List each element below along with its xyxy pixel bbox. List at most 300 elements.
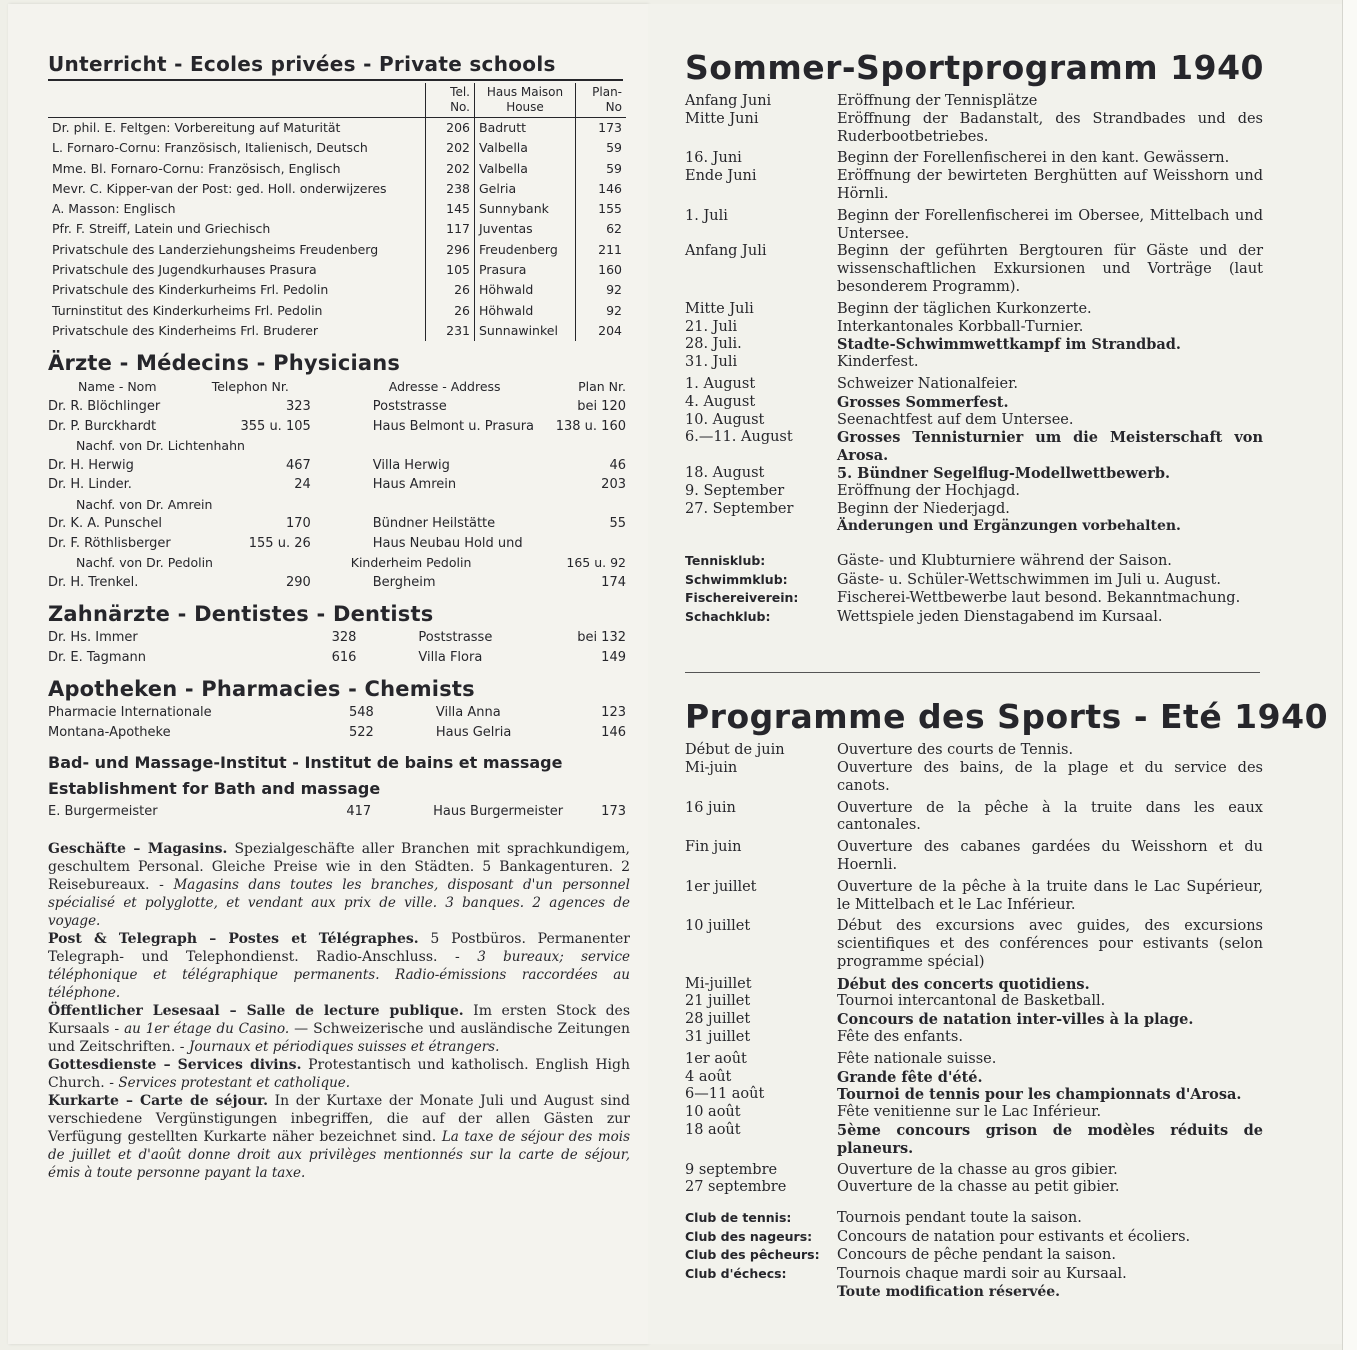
info-paragraph (48, 1092, 630, 1182)
doctor-tel: 155 u. 26 (248, 535, 311, 551)
dentist-plan: 149 (601, 649, 626, 665)
sommer-club-row (685, 552, 1263, 571)
school-name: Mme. Bl. Fornaro-Cornu: Französisch, Englisch (52, 160, 341, 176)
school-plan: 211 (576, 240, 627, 260)
doctor-plan: 203 (601, 477, 626, 493)
pharmacy-tel: 548 (349, 705, 374, 721)
dentist-name: Dr. E. Tagmann (48, 649, 147, 665)
doctor-note: Nachf. von Dr. Lichtenhahn (76, 438, 245, 454)
sommer-event-row (685, 501, 1263, 519)
sommer-club-name: Tennisklub: (685, 553, 766, 569)
school-plan: 146 (576, 179, 627, 199)
dentists-table (48, 628, 626, 667)
info-text-2: — Schweizerische und ausländische Zeitungen und Zeitschriften. - (48, 1020, 631, 1055)
programme-event-date: 21 juillet (685, 993, 751, 1010)
pharmacy-name: Montana-Apotheke (48, 724, 171, 740)
doctor-address: Haus Neubau Hold und (372, 535, 523, 551)
programme-event-row (685, 1158, 1263, 1180)
sommer-event-date: 4. August (685, 393, 756, 410)
school-row (48, 260, 626, 280)
programme-event-row (685, 993, 1263, 1011)
bath-table (48, 802, 626, 822)
doctors-col-tel: Telephon Nr. (211, 379, 289, 395)
bath-plan: 173 (601, 804, 626, 820)
programme-event-text: Ouverture de la pêche à la truite dans le Lac Supérieur, le Mittelbach et le Lac Inférieur. (837, 878, 1263, 913)
dentist-tel: 616 (331, 649, 357, 665)
programme-event-text: Ouverture des cabanes gardées du Weisshorn et du Hoernli. (837, 839, 1263, 873)
sommer-title: Sommer-Sportprogramm 1940 (685, 48, 1265, 87)
school-tel: 26 (426, 280, 475, 300)
bath-heading-line2: Establishment for Bath and massage (48, 779, 381, 799)
school-house: Freudenberg (479, 241, 558, 257)
bath-address: Haus Burgermeister (433, 804, 564, 820)
school-plan: 59 (576, 159, 627, 179)
sommer-event-row (685, 412, 1263, 430)
sommer-club-text: Gäste- und Klubturniere während der Saison. (837, 553, 1172, 570)
sommer-event-row (685, 483, 1263, 501)
doctor-address: Haus Amrein (372, 477, 457, 493)
sommer-event-date: 16. Juni (685, 150, 742, 167)
doctor-plan: 138 u. 160 (555, 418, 626, 434)
doctor-tel: 24 (294, 477, 311, 493)
pharmacies-heading: Apotheken - Pharmacies - Chemists (48, 677, 475, 702)
programme-club-text: Concours de pêche pendant la saison. (837, 1247, 1116, 1264)
school-house: Juventas (479, 221, 533, 237)
dentist-name: Dr. Hs. Immer (48, 630, 138, 646)
programme-event-date: 1er juillet (685, 878, 757, 895)
doctor-row (48, 456, 626, 476)
programme-event-date: Début de juin (685, 742, 785, 759)
school-plan: 204 (576, 321, 627, 341)
sommer-event-text: Stadte-Schwimmwettkampf im Strandbad. (837, 336, 1181, 354)
school-tel: 206 (426, 118, 475, 139)
sommer-event-date: Anfang Juli (685, 243, 767, 260)
programme-event-text: Fête nationale suisse. (837, 1050, 997, 1067)
doctor-name: Dr. H. Linder. (48, 477, 132, 493)
sommer-reserve-row (685, 518, 1263, 536)
schools-col-plan: Plan- No (576, 83, 627, 118)
doctor-address: Villa Herwig (372, 457, 450, 473)
programme-club-row (685, 1265, 1263, 1284)
doctor-row (48, 514, 626, 534)
doctor-address: Bündner Heilstätte (372, 516, 496, 532)
info-heading: Post & Telegraph – Postes et Télégraphes. (48, 930, 419, 947)
sommer-event-date: 27. September (685, 500, 794, 517)
sommer-reserve-spacer (685, 518, 837, 536)
school-row (48, 240, 626, 260)
pharmacy-row (48, 723, 626, 743)
sommer-event-date: 6.—11. August (685, 429, 793, 446)
sommer-event-row (685, 111, 1263, 147)
programme-event-text: Début des excursions avec guides, des excursions scientifiques et des conférences pour estivants (selon programme spécial) (837, 918, 1263, 970)
bath-row (48, 802, 626, 822)
programme-event-row (685, 1086, 1263, 1104)
programme-club-name: Club des nageurs: (685, 1228, 813, 1244)
programme-event-date: 10 juillet (685, 918, 751, 935)
sommer-event-text: Schweizer Nationalfeier. (837, 375, 1019, 392)
programme-event-row (685, 875, 1263, 915)
school-plan: 160 (576, 260, 627, 280)
school-name: Turninstitut des Kinderkurheims Frl. Pedolin (52, 302, 323, 318)
doctor-address: Poststrasse (372, 399, 447, 415)
programme-event-date: 18 août (685, 1122, 741, 1139)
dentist-address: Villa Flora (418, 649, 483, 665)
programme-event-text: Grande fête d'été. (837, 1068, 983, 1086)
school-row (48, 321, 626, 341)
programme-club-text: Concours de natation pour estivants et écoliers. (837, 1228, 1191, 1245)
school-tel: 202 (426, 159, 475, 179)
next-page-edge (1342, 0, 1357, 1350)
sommer-event-text: Eröffnung der bewirteten Berghütten auf Weisshorn und Hörnli. (837, 168, 1263, 202)
doctor-note-row (48, 436, 626, 456)
school-tel: 117 (426, 219, 475, 239)
sommer-club-row (685, 571, 1263, 590)
sommer-event-text: Eröffnung der Badanstalt, des Strandbades und des Ruderbootbetriebes. (837, 110, 1263, 145)
school-name: A. Masson: Englisch (52, 201, 176, 217)
pharmacies-table (48, 703, 626, 742)
school-house: Sunnawinkel (479, 322, 558, 338)
info-text-fr-2: Journaux et périodiques suisses et étrangers. (188, 1038, 500, 1055)
info-text: Protestantisch und katholisch. English High Church. - (48, 1056, 631, 1091)
school-tel: 296 (426, 240, 475, 260)
sommer-event-text: Eröffnung der Tennisplätze (837, 93, 1038, 109)
sommer-event-date: Ende Juni (685, 168, 757, 185)
programme-event-row (685, 1047, 1263, 1069)
info-text-fr: Magasins dans toutes les branches, disposant d'un personnel spécialisé et polyglotte, et vendant aux prix de ville. 3 banques. 2 agences de voyage. (48, 876, 630, 929)
programme-event-text: Ouverture de la chasse au gros gibier. (837, 1161, 1118, 1178)
sommer-event-text: Grosses Sommerfest. (837, 393, 1009, 411)
programme-reserve-row (685, 1283, 1263, 1302)
info-text-fr: La taxe de séjour des mois de juillet et d'août donne droit aux privilèges mentionnés sur la carte de séjour, émis à toute personne payant la taxe. (48, 1128, 630, 1181)
school-row (48, 118, 626, 139)
doctor-plan: 55 (609, 516, 626, 532)
school-name: Privatschule des Kinderheims Frl. Bruderer (52, 322, 319, 338)
doctor-note-row (48, 495, 626, 515)
pharmacy-tel: 522 (349, 724, 374, 740)
doctor-address: Kinderheim Pedolin (350, 555, 472, 571)
sommer-clubs (685, 552, 1263, 626)
sommer-program (685, 93, 1263, 536)
sommer-event-date: 10. August (685, 411, 765, 428)
schools-col-name (48, 83, 426, 118)
dentist-plan: bei 132 (577, 630, 626, 646)
info-heading: Geschäfte – Magasins. (48, 840, 228, 857)
programme-event-date: 1er août (685, 1050, 747, 1067)
school-tel: 238 (426, 179, 475, 199)
school-row (48, 280, 626, 300)
school-house: Badrutt (479, 120, 527, 135)
programme-event-text: Tournoi intercantonal de Basketball. (837, 993, 1106, 1010)
programme-event-row (685, 835, 1263, 875)
school-tel: 202 (426, 138, 475, 158)
sommer-event-row (685, 146, 1263, 168)
programme-event-row (685, 972, 1263, 994)
pharmacy-address: Haus Gelria (435, 724, 512, 740)
programme-reserve-spacer (685, 1283, 837, 1302)
dentist-tel: 328 (331, 630, 357, 646)
doctor-address: Haus Belmont u. Prasura (372, 418, 535, 434)
school-name: L. Fornaro-Cornu: Französisch, Italienisch, Deutsch (52, 140, 368, 156)
sommer-event-date: 31. Juli (685, 354, 738, 371)
info-paragraphs (48, 840, 630, 1182)
school-row (48, 179, 626, 199)
programme-event-row (685, 1011, 1263, 1029)
info-paragraph (48, 930, 630, 1002)
doctor-note-row (48, 553, 626, 573)
sommer-event-text: Kinderfest. (837, 354, 919, 371)
programme-event-row (685, 1179, 1263, 1197)
sommer-event-row (685, 168, 1263, 204)
doctor-plan: 165 u. 92 (566, 555, 626, 571)
info-text: 5 Postbüros. Permanenter Telegraph- und Telephondienst. Radio-Anschluss. - (48, 930, 630, 965)
school-plan: 173 (576, 118, 627, 139)
school-tel: 231 (426, 321, 475, 341)
programme-event-row (685, 914, 1263, 971)
school-name: Privatschule des Landerziehungsheims Freudenberg (52, 241, 379, 257)
doctor-tel: 170 (285, 516, 311, 532)
doctor-note: Nachf. von Dr. Pedolin (76, 555, 213, 571)
doctor-row (48, 397, 626, 417)
school-row (48, 138, 626, 158)
programme-event-text: Ouverture des bains, de la plage et du service des canots. (837, 759, 1263, 794)
doctor-name: Dr. H. Herwig (48, 457, 134, 473)
doctor-tel: 290 (285, 574, 311, 590)
sommer-club-name: Schwimmklub: (685, 571, 788, 587)
pharmacy-row (48, 703, 626, 723)
programme-club-text: Tournois chaque mardi soir au Kursaal. (837, 1265, 1127, 1282)
sommer-event-text: Beginn der Forellenfischerei im Obersee, Mittelbach und Untersee. (837, 207, 1263, 242)
programme-club-name: Club des pêcheurs: (685, 1247, 820, 1263)
bath-tel: 417 (346, 804, 372, 820)
sommer-event-date: Mitte Juli (685, 300, 754, 317)
info-heading: Öffentlicher Lesesaal – Salle de lecture publique. (48, 1002, 464, 1019)
doctor-row (48, 573, 626, 593)
sommer-event-row (685, 394, 1263, 412)
doctors-col-name: Name - Nom (78, 379, 157, 395)
info-text-fr: Services protestant et catholique. (118, 1074, 351, 1091)
sommer-club-row (685, 589, 1263, 608)
programme-club-name: Club de tennis: (685, 1210, 792, 1226)
sommer-club-text: Gäste- u. Schüler-Wettschwimmen im Juli u. August. (837, 571, 1221, 588)
programme-event-text: Ouverture des courts de Tennis. (837, 742, 1074, 759)
info-text: Im ersten Stock des Kursaals - (48, 1002, 631, 1037)
right-column (685, 48, 1329, 1302)
info-paragraph (48, 840, 630, 930)
programme-event-date: Fin juin (685, 839, 742, 856)
doctor-plan: bei 120 (577, 399, 626, 415)
info-text-fr: 3 bureaux; service téléphonique et télégraphique permanents. Radio-émissions raccordées au téléphone. (48, 948, 630, 1001)
schools-col-house: Haus Maison House (475, 83, 576, 118)
school-tel: 105 (426, 260, 475, 280)
info-paragraph (48, 1056, 630, 1092)
doctor-tel: 355 u. 105 (240, 418, 311, 434)
programme-event-row (685, 796, 1263, 836)
sommer-event-text: 5. Bündner Segelflug-Modellwettbewerb. (837, 464, 1171, 482)
doctors-header-row (48, 377, 626, 397)
school-plan: 155 (576, 199, 627, 219)
section-divider (685, 672, 1260, 673)
schools-header-row (48, 83, 626, 118)
school-plan: 92 (576, 280, 627, 300)
sommer-event-text: Beginn der Forellenfischerei in den kant. Gewässern. (837, 150, 1230, 167)
sommer-event-row (685, 465, 1263, 483)
doctor-address: Bergheim (372, 574, 436, 590)
sommer-event-row (685, 297, 1263, 319)
programme-title: Programme des Sports - Eté 1940 (685, 697, 1329, 737)
doctor-name: Dr. K. A. Punschel (48, 516, 163, 532)
school-house: Valbella (479, 160, 528, 176)
sommer-event-date: 1. August (685, 375, 756, 392)
programme-event-date: 28 juillet (685, 1011, 751, 1028)
sommer-event-text: Interkantonales Korbball-Turnier. (837, 318, 1084, 335)
sommer-club-name: Fischereiverein: (685, 590, 799, 606)
programme-event-text: Début des concerts quotidiens. (837, 975, 1090, 993)
school-house: Höhwald (479, 282, 534, 298)
sommer-event-text: Beginn der täglichen Kurkonzerte. (837, 300, 1092, 317)
sommer-event-row (685, 429, 1263, 465)
school-house: Höhwald (479, 302, 534, 318)
school-name: Privatschule des Jugendkurhauses Prasura (52, 262, 317, 278)
sommer-club-row (685, 608, 1263, 627)
schools-col-tel: Tel. No. (426, 83, 475, 118)
bath-name: E. Burgermeister (48, 804, 158, 820)
dentists-heading: Zahnärzte - Dentistes - Dentists (48, 602, 434, 627)
school-plan: 92 (576, 301, 627, 321)
programme-club-row (685, 1228, 1263, 1247)
programme-club-row (685, 1209, 1263, 1228)
programme-event-date: 6—11 août (685, 1086, 765, 1103)
programme-event-text: Tournoi de tennis pour les championnats d'Arosa. (837, 1086, 1242, 1104)
doctor-tel: 467 (285, 457, 311, 473)
school-plan: 62 (576, 219, 627, 239)
programme-event-row (685, 1029, 1263, 1047)
sommer-event-date: Anfang Juni (685, 93, 772, 109)
sommer-event-row (685, 93, 1263, 111)
school-house: Valbella (479, 140, 528, 156)
programme-program (685, 742, 1263, 1197)
school-row (48, 159, 626, 179)
doctors-heading: Ärzte - Médecins - Physicians (48, 351, 401, 376)
sommer-event-date: 28. Juli. (685, 336, 742, 353)
pharmacy-address: Villa Anna (435, 705, 501, 721)
sommer-event-text: Eröffnung der Hochjagd. (837, 482, 1021, 499)
doctors-col-addr: Adresse - Address (388, 379, 501, 395)
school-tel: 26 (426, 301, 475, 321)
doctor-plan (538, 534, 626, 554)
school-name: Privatschule des Kinderkurheims Frl. Pedolin (52, 282, 329, 298)
school-house: Sunnybank (479, 201, 549, 217)
programme-event-row (685, 760, 1263, 796)
sommer-club-text: Fischerei-Wettbewerbe laut besond. Bekanntmachung. (837, 590, 1241, 607)
school-row (48, 301, 626, 321)
programme-event-date: Mi-juin (685, 759, 738, 776)
info-paragraph (48, 1002, 630, 1056)
info-text-fr: au 1er étage du Casino. (124, 1020, 290, 1037)
sommer-event-text: Beginn der Niederjagd. (837, 500, 1010, 517)
sommer-event-date: 21. Juli (685, 318, 738, 335)
pharmacy-plan: 123 (601, 705, 626, 721)
info-text: In der Kurtaxe der Monate Juli und August sind verschiedene Vergünstigungen inbegriffen, die auf der allen Gästen zur Verfügung gestellten Kurkarte näher bezeichnet sind. (48, 1092, 631, 1145)
doctor-plan: 46 (609, 457, 626, 473)
school-tel: 145 (426, 199, 475, 219)
schools-table (48, 83, 626, 341)
programme-clubs (685, 1209, 1263, 1302)
sommer-reserve: Änderungen und Ergänzungen vorbehalten. (837, 518, 1181, 535)
school-name: Mevr. C. Kipper-van der Post: ged. Holl. onderwijzeres (52, 180, 387, 196)
school-row (48, 199, 626, 219)
programme-event-date: 4 août (685, 1068, 732, 1085)
pharmacy-name: Pharmacie Internationale (48, 705, 212, 721)
doctor-name: Dr. P. Burckhardt (48, 418, 157, 434)
sommer-event-date: 18. August (685, 464, 765, 481)
programme-club-text: Tournois pendant toute la saison. (837, 1210, 1082, 1227)
programme-club-row (685, 1246, 1263, 1265)
doctor-tel: 323 (285, 399, 311, 415)
sommer-event-row (685, 372, 1263, 394)
info-heading: Kurkarte – Carte de séjour. (48, 1092, 269, 1109)
sommer-event-text: Beginn der geführten Bergtouren für Gäste und der wissenschaftlichen Exkursionen und Vorträge (laut besonderem Programm). (837, 243, 1263, 295)
doctor-row (48, 475, 626, 495)
schools-heading: Unterricht - Ecoles privées - Private schools (48, 52, 623, 81)
programme-event-text: Ouverture de la pêche à la truite dans les eaux cantonales. (837, 799, 1263, 834)
doctor-name: Dr. R. Blöchlinger (48, 399, 161, 415)
doctors-col-plan: Plan Nr. (578, 379, 626, 395)
doctor-name: Dr. F. Röthlisberger (48, 535, 171, 551)
programme-event-date: Mi-juillet (685, 975, 752, 992)
school-name: Dr. phil. E. Feltgen: Vorbereitung auf Maturität (52, 120, 341, 135)
programme-event-date: 27 septembre (685, 1179, 787, 1196)
programme-reserve: Toute modification réservée. (837, 1284, 1061, 1301)
dentist-address: Poststrasse (418, 630, 493, 646)
sommer-event-text: Seenachtfest auf dem Untersee. (837, 411, 1074, 428)
programme-event-text: Ouverture de la chasse au petit gibier. (837, 1179, 1120, 1196)
sommer-club-text: Wettspiele jeden Dienstagabend im Kursaal. (837, 608, 1163, 625)
school-row (48, 219, 626, 239)
pharmacy-plan: 146 (601, 724, 626, 740)
school-name: Pfr. F. Streiff, Latein und Griechisch (52, 221, 271, 237)
programme-event-date: 16 juin (685, 799, 736, 816)
programme-event-row (685, 1122, 1263, 1158)
programme-event-row (685, 1104, 1263, 1122)
doctors-table (48, 377, 626, 592)
sommer-event-text: Grosses Tennisturnier um die Meisterschaft von Arosa. (837, 429, 1263, 465)
sommer-event-date: 9. September (685, 482, 785, 499)
sommer-event-row (685, 204, 1263, 244)
sommer-event-row (685, 354, 1263, 372)
doctor-plan: 174 (601, 574, 626, 590)
doctor-name: Dr. H. Trenkel. (48, 574, 139, 590)
programme-club-name: Club d'échecs: (685, 1265, 787, 1281)
left-column (48, 52, 630, 1182)
school-house: Gelria (479, 180, 517, 196)
doctor-note: Nachf. von Dr. Amrein (76, 496, 213, 512)
programme-event-text: Concours de natation inter-villes à la plage. (837, 1011, 1194, 1029)
sommer-event-row (685, 243, 1263, 296)
sommer-event-row (685, 319, 1263, 337)
info-heading: Gottesdienste – Services divins. (48, 1056, 302, 1073)
programme-event-text: Fête venitienne sur le Lac Inférieur. (837, 1104, 1102, 1121)
school-plan: 59 (576, 138, 627, 158)
dentist-row (48, 628, 626, 648)
doctor-row (48, 534, 626, 554)
dentist-row (48, 648, 626, 668)
school-house: Prasura (479, 262, 527, 278)
programme-event-date: 10 août (685, 1104, 741, 1121)
sommer-event-date: 1. Juli (685, 207, 728, 224)
sommer-club-name: Schachklub: (685, 608, 771, 624)
programme-event-row (685, 1069, 1263, 1087)
doctor-row (48, 417, 626, 437)
